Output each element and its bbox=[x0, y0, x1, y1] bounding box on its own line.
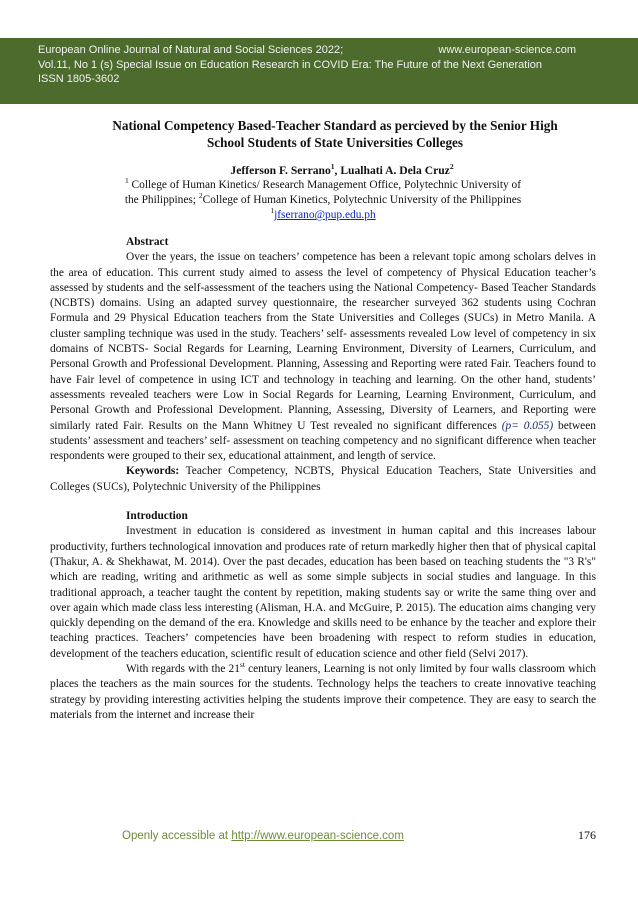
introduction-paragraph-2 bbox=[50, 662, 596, 723]
journal-volume: Vol.11, No 1 (s) Special Issue on Education Research in COVID Era: The Future of the Next Generation bbox=[38, 58, 543, 71]
affiliation-1-text: College of Human Kinetics/ Research Management Office, Polytechnic University of bbox=[128, 179, 522, 191]
page-footer bbox=[122, 828, 596, 843]
paper-title bbox=[88, 118, 582, 151]
para2-sup: st bbox=[239, 660, 245, 670]
affiliation-1-sup: 1 bbox=[124, 176, 129, 186]
email-link[interactable]: jfserrano@pup.edu.ph bbox=[274, 209, 376, 221]
keywords bbox=[50, 464, 596, 495]
author-1: Jefferson F. Serrano bbox=[230, 164, 331, 177]
journal-header-banner bbox=[0, 38, 638, 104]
introduction-heading: Introduction bbox=[126, 510, 188, 523]
paper-body bbox=[50, 118, 596, 723]
footer-link[interactable]: http://www.european-science.com bbox=[231, 830, 404, 842]
author-2-sup: 2 bbox=[449, 162, 454, 172]
affiliation-2-rest: College of Human Kinetics, Polytechnic University of the Philippines bbox=[202, 194, 522, 206]
affiliation-2-sup: 2 bbox=[198, 191, 203, 201]
journal-name: European Online Journal of Natural and Social Sciences 2022; bbox=[38, 44, 344, 56]
title-line-2: School Students of State Universities Colleges bbox=[206, 134, 464, 150]
footer-label: Openly accessible at bbox=[122, 830, 232, 842]
abstract-heading: Abstract bbox=[126, 236, 169, 248]
author-separator: , bbox=[334, 164, 341, 177]
page-number: 176 bbox=[578, 828, 596, 842]
author-1-sup: 1 bbox=[330, 162, 335, 172]
keywords-text: Teacher Competency, NCBTS, Physical Education Teachers, State Universities and Colleges (SUCs), Polytechnic University of the Philippines bbox=[50, 465, 596, 493]
author-2: Lualhati A. Dela Cruz bbox=[340, 164, 450, 177]
title-line-1: National Competency Based-Teacher Standard as percieved by the Senior High bbox=[112, 118, 558, 133]
para2-rest: century leaners, Learning is not only limited by four walls classroom which places the teachers as the main sources for the students. Technology helps the teachers to create innovative teaching strategy by providing interesting activities helping the students improve their competence. They are easy to search the materials from the internet and increase their bbox=[50, 663, 596, 721]
affiliation-2-text: the Philippines; bbox=[124, 194, 199, 206]
journal-website[interactable]: www.european-science.com bbox=[438, 44, 576, 56]
abstract-p-value: (p= 0.055) bbox=[501, 419, 554, 432]
author-list bbox=[88, 163, 596, 178]
introduction-paragraph-1: Investment in education is considered as investment in human capital and this increases labour productivity, furthers technological innovation and produces rate of return markedly higher then that of physical capital (Thakur, A. & Shekhawat, M. 2014). Over the past decades, education has been based on teaching students the "3 R's" which are reading, writing and arithmetic as well as some simple subjects in social studies and language. In this traditional approach, a teacher taught the content by repetition, making students say or write the same thing over and over again which made class less interesting (Alisman, H.A. and McGuire, P. 2015). The education aims changing very quickly depending on the demand of the era. Knowledge and skills need to be enhance by the teacher and explore their teaching practices. Teachers’ competencies have been broadening with respect to reform studies in education, development of the teachers education, scientific result of education science and other field (Selvi 2017). bbox=[50, 525, 596, 660]
footer-access-text bbox=[122, 830, 404, 842]
abstract-text bbox=[50, 250, 596, 464]
affiliation-line-2 bbox=[50, 193, 596, 208]
email-sup: 1 bbox=[270, 206, 275, 216]
keywords-label: Keywords: bbox=[126, 465, 180, 478]
abstract-text-after: between students’ assessment and teachers’ self- assessment on teaching competency and no significant difference when teacher respondents were grouped to their sex, educational attainment, and length of service. bbox=[50, 419, 596, 463]
abstract-text-before: Over the years, the issue on teachers’ competence has been a relevant topic among scholars delves in the area of education. This current study aimed to assess the level of competency of Physical Education teacher’s assessed by students and the self-assessment of the teachers using the National Competency- Based Teacher Standards (NCBTS) domains. Using an adapted survey questionnaire, the researcher surveyed 362 students using Cochran Formula and 29 Physical Education teachers from the State Universities and Colleges (SUCs) in Metro Manila. A cluster sampling technique was used in the study. Teachers’ self- assessments revealed Low level of competency in six domains of NCBTS- Social Regards for Learning, Learning Environment, Diversity of Learners, Curriculum, and Personal Growth and Professional Development. Planning, Assessing and Reporting were rated Fair. Teachers found to have Fair level of competence in using ICT and technology in teaching and learning. On the other hand, students’ assessments revealed teachers were Low in Social Regards for Learning, Learning Environment, Curriculum, and Personal Growth and Professional Development. Planning, Assessing, Diversity of Learners, and Reporting were similarly rated Fair. Results on the Mann Whitney U Test revealed no significant differences bbox=[50, 251, 596, 432]
journal-issn: ISSN 1805-3602 bbox=[38, 73, 120, 85]
email-line bbox=[50, 208, 596, 223]
affiliation-line-1 bbox=[50, 178, 596, 193]
para2-start: With regards with the 21 bbox=[126, 663, 240, 676]
